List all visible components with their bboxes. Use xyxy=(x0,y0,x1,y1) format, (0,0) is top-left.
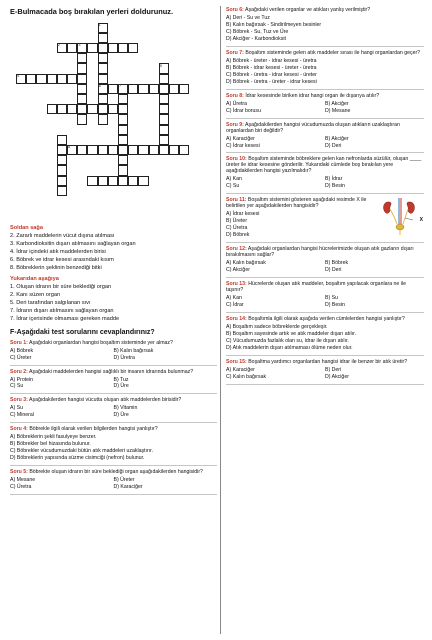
crossword-cell[interactable] xyxy=(98,104,108,114)
crossword-cell[interactable] xyxy=(118,43,128,53)
answer-option[interactable]: B) Böbrek xyxy=(325,260,349,267)
answer-option[interactable]: A) Kan xyxy=(226,176,242,183)
answer-option[interactable]: D) Deri xyxy=(325,142,342,149)
answer-option[interactable]: D) Üre xyxy=(113,412,129,419)
crossword-cell[interactable] xyxy=(159,114,169,124)
crossword-cell[interactable] xyxy=(67,104,77,114)
crossword-number: 2 xyxy=(57,42,61,48)
crossword-cell[interactable] xyxy=(57,155,67,165)
question-text xyxy=(226,157,424,175)
question xyxy=(10,398,217,419)
crossword-cell[interactable] xyxy=(159,125,169,135)
question-separator xyxy=(226,242,424,243)
answer-option[interactable]: C) İdrar borusu xyxy=(226,107,261,114)
question-body: Aşağıdaki maddelerden hangisi sağlıklı bir insanın idrarında bulunmaz? xyxy=(29,368,194,375)
answer-option[interactable]: B) Vitamin xyxy=(113,405,138,412)
down-clue: 5. Deri tarafından salgılanan sıvı xyxy=(10,300,91,307)
crossword-cell[interactable] xyxy=(98,63,108,73)
question xyxy=(10,470,217,491)
answer-option[interactable]: C) Vücudumuzda fazlalık olan su, idrar ile dışarı atılır. xyxy=(226,337,349,344)
crossword-cell[interactable] xyxy=(98,94,108,104)
question-separator xyxy=(226,46,424,47)
answer-option[interactable]: A) Mesane xyxy=(10,477,36,484)
answer-option[interactable]: D) Akciğer xyxy=(325,373,349,380)
crossword-cell[interactable] xyxy=(108,176,118,186)
across-title: Soldan sağa xyxy=(10,224,43,231)
crossword-cell[interactable] xyxy=(159,145,169,155)
answer-option[interactable]: C) İdrar kesesi xyxy=(226,142,260,149)
question xyxy=(226,198,424,239)
crossword-number: 4 xyxy=(17,73,20,79)
answer-option[interactable]: A) Kalın bağırsak xyxy=(226,260,266,267)
answer-options xyxy=(226,325,424,352)
crossword-cell[interactable] xyxy=(57,176,67,186)
crossword-number: 5 xyxy=(159,62,163,68)
answer-option[interactable]: D) Böbreklerin yapısında süzme cisimciği (nefron) bulunur. xyxy=(10,455,145,462)
down-title: Yukarıdan aşağıya xyxy=(10,276,59,283)
question-body: Boşaltım sisteminde gelen atık maddeler sırası ile hangi organlardan geçer? xyxy=(245,49,421,56)
urinary-system-figure xyxy=(380,196,420,236)
crossword-cell[interactable] xyxy=(77,74,87,84)
question-label: Soru 5: xyxy=(10,469,28,476)
crossword-cell[interactable] xyxy=(57,145,67,155)
answer-option[interactable]: A) Deri - Su ve Tuz xyxy=(226,14,270,21)
question-body: Hücrelerde oluşan atık maddeler, boşaltım yapılacak organlara ne ile taşınır? xyxy=(226,281,406,293)
answer-option[interactable]: D) Böbrek - üretra - üreter - idrar kesesi xyxy=(226,78,317,85)
crossword-cell[interactable] xyxy=(159,104,169,114)
crossword-number: 8 xyxy=(68,144,71,150)
question-separator xyxy=(10,393,217,394)
answer-option[interactable]: C) İdrar xyxy=(226,301,244,308)
answer-option[interactable]: B) Böbrek - idrar kesesi - üreter - üretra xyxy=(226,64,317,71)
answer-option[interactable]: A) Karaciğer xyxy=(226,135,255,142)
answer-option[interactable]: D) Üretra xyxy=(113,354,135,361)
crossword-cell[interactable] xyxy=(77,84,87,94)
question-text xyxy=(226,317,424,323)
answer-option[interactable]: B) Kalın bağırsak xyxy=(113,347,154,354)
answer-option[interactable]: A) Protein xyxy=(10,376,34,383)
answer-option[interactable]: B) Akciğer xyxy=(325,100,349,107)
crossword-cell[interactable] xyxy=(118,125,128,135)
answer-option[interactable]: C) Su xyxy=(226,183,240,190)
question-text xyxy=(226,94,424,100)
answer-options xyxy=(10,435,217,462)
answer-option[interactable]: B) Deri xyxy=(325,366,342,373)
question-body: Aşağıdakilerden hangisi vücudumuzda oluşan atıkların uzaklaştıran organlardan biri değildir? xyxy=(226,121,400,134)
question-separator xyxy=(226,118,424,119)
crossword-cell[interactable] xyxy=(128,176,138,186)
question-text xyxy=(10,370,217,376)
answer-option[interactable]: A) Böbrek - üreter - idrar kesesi - üretra xyxy=(226,57,317,64)
question-label: Soru 3: xyxy=(10,397,28,404)
crossword-cell[interactable] xyxy=(77,104,87,114)
question-label: Soru 6: xyxy=(226,7,244,13)
answer-option[interactable]: A) Üretra xyxy=(226,100,248,107)
right-column xyxy=(226,8,424,389)
answer-option[interactable]: B) Üreter xyxy=(113,477,135,484)
across-clue: 8. Böbreklerin şeklinin benzediği bitki xyxy=(10,264,102,271)
question-separator xyxy=(10,365,217,366)
question-text xyxy=(226,8,424,14)
answer-option[interactable]: A) Kan xyxy=(226,294,242,301)
answer-option[interactable]: C) Mineral xyxy=(10,412,34,419)
answer-option[interactable]: D) Karaciğer xyxy=(113,484,143,491)
answer-option[interactable]: A) İdrar kesesi xyxy=(226,211,260,218)
crossword-cell[interactable] xyxy=(118,176,128,186)
crossword-cell[interactable] xyxy=(118,114,128,124)
answer-option[interactable]: C) Üretra xyxy=(226,225,248,232)
answer-option[interactable]: B) Üreter xyxy=(226,218,248,225)
left-column xyxy=(10,8,217,499)
crossword-cell[interactable] xyxy=(118,104,128,114)
down-clue: 2. Kanı süzen organ xyxy=(10,292,61,299)
question xyxy=(10,427,217,462)
crossword-title: E-Bulmacada boş bırakılan yerleri doldurunuz. xyxy=(10,7,174,16)
crossword-cell[interactable] xyxy=(159,74,169,84)
question-text xyxy=(226,123,424,135)
crossword-cell[interactable] xyxy=(118,165,128,175)
answer-option[interactable]: B) Su xyxy=(325,294,338,301)
crossword-cell[interactable] xyxy=(98,74,108,84)
question-label: Soru 8: xyxy=(226,92,244,99)
answer-option[interactable]: C) Böbrek - üretra - idrar kesesi - üreter xyxy=(226,71,317,78)
figure-marker: X xyxy=(419,217,423,224)
crossword-cell[interactable] xyxy=(128,84,138,94)
question xyxy=(226,247,424,274)
crossword-cell[interactable] xyxy=(47,74,57,84)
question-label: Soru 9: xyxy=(226,121,244,128)
question-body: İdrar kesesinde biriken idrar hangi organ ile dışarıya atılır? xyxy=(245,92,380,99)
question-text xyxy=(10,341,217,347)
question-text xyxy=(10,427,217,433)
answer-option[interactable]: B) Böbrekler bel hizasında bulunur. xyxy=(10,441,91,448)
question xyxy=(226,360,424,381)
answer-options xyxy=(226,59,424,86)
crossword-cell[interactable] xyxy=(138,176,148,186)
answer-options xyxy=(226,137,424,150)
crossword-cell[interactable] xyxy=(118,94,128,104)
crossword-cell[interactable] xyxy=(77,114,87,124)
answer-option[interactable]: C) Üretra xyxy=(10,484,32,491)
right-questions xyxy=(226,8,424,385)
question-label: Soru 15: xyxy=(226,358,247,365)
question xyxy=(226,51,424,86)
question-label: Soru 4: xyxy=(10,426,28,433)
crossword-cell[interactable] xyxy=(108,145,118,155)
crossword-cell[interactable] xyxy=(26,74,36,84)
across-clue: 6. Böbrek ve idrar kesesi arasındaki kısım xyxy=(10,256,114,263)
crossword-number: 1 xyxy=(98,22,101,28)
answer-options xyxy=(226,296,424,309)
answer-option[interactable]: A) Karaciğer xyxy=(226,366,255,373)
down-clue: 7. İdrarın dışarı atılmasını sağlayan organ xyxy=(10,308,114,315)
answer-option[interactable]: C) Üreter xyxy=(10,354,32,361)
answer-option[interactable]: D) Deri xyxy=(325,267,342,274)
answer-option[interactable]: B) İdrar xyxy=(325,176,343,183)
crossword-cell[interactable] xyxy=(87,176,97,186)
crossword-grid xyxy=(10,21,217,219)
crossword-cell[interactable] xyxy=(128,145,138,155)
answer-option[interactable]: D) Atık maddelerin dışarı atılmaması ölüme neden olur. xyxy=(226,344,353,351)
crossword-cell[interactable] xyxy=(77,53,87,63)
question-separator xyxy=(10,422,217,423)
crossword-cell[interactable] xyxy=(138,145,148,155)
answer-option[interactable]: C) Kalın bağırsak xyxy=(226,373,267,380)
answer-option[interactable]: D) Böbrek xyxy=(226,232,250,239)
crossword-cell[interactable] xyxy=(57,165,67,175)
crossword-cell[interactable] xyxy=(98,145,108,155)
question-text xyxy=(226,198,376,210)
crossword-cell[interactable] xyxy=(149,145,159,155)
question-label: Soru 11: xyxy=(226,197,247,204)
answer-options xyxy=(10,378,217,391)
question xyxy=(226,123,424,150)
crossword-cell[interactable] xyxy=(118,155,128,165)
crossword-cell[interactable] xyxy=(169,84,179,94)
question-label: Soru 2: xyxy=(10,368,28,375)
crossword-cell[interactable] xyxy=(169,145,179,155)
crossword-cell[interactable] xyxy=(159,84,169,94)
answer-option[interactable]: D) Akciğer - Karbondioksit xyxy=(226,35,286,42)
question-text xyxy=(10,470,217,476)
question-separator xyxy=(226,152,424,153)
crossword-cell[interactable] xyxy=(87,145,97,155)
question-label: Soru 13: xyxy=(226,281,247,287)
answer-options xyxy=(226,16,424,43)
answer-option[interactable]: C) Böbrek - Su, Tuz ve Üre xyxy=(226,28,289,35)
crossword-cell[interactable] xyxy=(77,94,87,104)
question-body: Böbrekle ilgili olarak verilen bilgilerden hangisi yanlıştır? xyxy=(29,426,158,433)
question-text xyxy=(226,282,424,294)
question xyxy=(226,8,424,43)
answer-option[interactable]: A) Böbreklerin şekli fasulyeye benzer. xyxy=(10,434,97,441)
question-body: Boşaltım sisteminde böbreklere gelen kan nefronlarda süzülür, oluşan ____ üreter ile idrar kesesine gönderilir. Yukarıdaki cümlede boş bırakılan yere aşağıdakilerden hangisi yazılmalıdır? xyxy=(226,156,422,175)
answer-option[interactable]: B) Akciğer xyxy=(325,135,349,142)
question-separator xyxy=(226,193,424,194)
crossword-cell[interactable] xyxy=(128,43,138,53)
question-label: Soru 12: xyxy=(226,246,247,253)
question-separator xyxy=(226,277,424,278)
crossword-cell[interactable] xyxy=(179,84,189,94)
crossword-cell[interactable] xyxy=(118,135,128,145)
answer-options xyxy=(10,406,217,419)
column-divider xyxy=(220,6,221,634)
answer-options xyxy=(226,177,424,190)
question xyxy=(226,94,424,115)
question-body: Böbrekte oluşan idrarın bir süre beklediği organ aşağıdakilerden hangisidir? xyxy=(29,469,203,476)
question-separator xyxy=(10,465,217,466)
crossword-cell[interactable] xyxy=(159,135,169,145)
answer-option[interactable]: D) Mesane xyxy=(325,107,351,114)
answer-option[interactable]: D) Üre xyxy=(113,383,129,390)
crossword-cell[interactable] xyxy=(98,33,108,43)
crossword-cell[interactable] xyxy=(98,176,108,186)
answer-option[interactable]: C) Su xyxy=(10,383,24,390)
answer-option[interactable]: A) Boşaltım sadece böbreklerde gerçekleşir. xyxy=(226,323,328,330)
crossword-cell[interactable] xyxy=(108,43,118,53)
answer-option[interactable]: A) Böbrek xyxy=(10,347,34,354)
left-questions xyxy=(10,341,217,495)
crossword-cell[interactable] xyxy=(159,94,169,104)
question xyxy=(10,370,217,391)
question xyxy=(10,341,217,362)
question-label: Soru 7: xyxy=(226,49,244,56)
answer-options xyxy=(10,349,217,362)
crossword-cell[interactable] xyxy=(87,104,97,114)
question-body: Aşağıdaki organlardan hangisi boşaltım sisteminde yer almaz? xyxy=(29,339,173,346)
crossword-cell[interactable] xyxy=(57,186,67,196)
answer-option[interactable]: A) Su xyxy=(10,405,23,412)
crossword-cell[interactable] xyxy=(77,63,87,73)
down-clue: 7. İdrar içerisinde olmaması gereken madde xyxy=(10,316,120,323)
crossword-cell[interactable] xyxy=(36,74,46,84)
answer-option[interactable]: B) Boşaltım sayesinde artık ve atık maddeler dışarı atılır. xyxy=(226,330,357,337)
answer-options xyxy=(226,368,424,381)
across-clue: 2. Zararlı maddelerin vücut dışına atılması xyxy=(10,232,115,239)
answer-option[interactable]: B) Tuz xyxy=(113,376,129,383)
answer-options xyxy=(10,478,217,491)
question-body: Boşaltımla ilgili olarak aşağıda verilen cümlelerden hangisi yanlıştır? xyxy=(248,315,405,322)
question xyxy=(226,317,424,352)
answer-option[interactable]: D) Besin xyxy=(325,183,345,190)
answer-option[interactable]: C) Böbrekler vücudumuzdaki bütün atık maddeleri uzaklaştırır. xyxy=(10,448,154,455)
question-body: Aşağıdaki verilen organlar ve atıkları yanlış verilmiştir? xyxy=(245,7,371,13)
question-label: Soru 10: xyxy=(226,156,247,163)
crossword-cell[interactable] xyxy=(179,145,189,155)
question-text xyxy=(226,360,424,366)
test-title: F-Aşağıdaki test sorularını cevaplandırınız? xyxy=(10,328,155,336)
crossword-cell[interactable] xyxy=(118,145,128,155)
answer-option[interactable]: D) Besin xyxy=(325,301,345,308)
crossword-cell[interactable] xyxy=(77,145,87,155)
question-separator xyxy=(10,494,217,495)
crossword-cell[interactable] xyxy=(98,53,108,63)
crossword-number: 7 xyxy=(119,83,122,89)
question-body: Aşağıdaki organlardan hangisi hücrelerimizde oluşan atık gazların dışarı bırakılmasını sağlar? xyxy=(226,246,414,259)
crossword-number: 6 xyxy=(98,83,101,89)
crossword-cell[interactable] xyxy=(57,135,67,145)
down-clue: 1. Oluşan idrarın bir süre beklediği organ xyxy=(10,284,112,291)
question-label: Soru 1: xyxy=(10,339,28,346)
question-body: Aşağıdakilerden hangisi vücutta oluşan atık maddelerden birisidir? xyxy=(29,397,182,404)
crossword-cell[interactable] xyxy=(108,84,118,94)
answer-option[interactable]: B) Kalın bağırsak - Sindirilmeyen besinler xyxy=(226,21,322,28)
question-separator xyxy=(226,89,424,90)
question-text xyxy=(226,247,424,259)
question-separator xyxy=(226,384,424,385)
across-clue: 4. İdrar içindeki atık maddelerden birisi xyxy=(10,248,106,255)
crossword-cell[interactable] xyxy=(138,84,148,94)
question-text xyxy=(226,51,424,57)
answer-options xyxy=(226,102,424,115)
question-text xyxy=(10,398,217,404)
across-clue: 3. Karbondioksitin dışarı atılmasını sağlayan organ xyxy=(10,240,136,247)
crossword-cell[interactable] xyxy=(87,43,97,53)
question-body: Boşaltma yardımcı organlardan hangisi idrar ile benzer bir atık üretir? xyxy=(248,358,408,365)
crossword-cell[interactable] xyxy=(98,114,108,124)
crossword-cell[interactable] xyxy=(57,104,67,114)
crossword-cell[interactable] xyxy=(149,84,159,94)
question-separator xyxy=(226,355,424,356)
crossword-cell[interactable] xyxy=(57,74,67,84)
question-label: Soru 14: xyxy=(226,315,247,322)
crossword-cell[interactable] xyxy=(67,43,77,53)
question xyxy=(226,157,424,190)
crossword-cell[interactable] xyxy=(108,104,118,114)
answer-option[interactable]: C) Akciğer xyxy=(226,267,250,274)
answer-options xyxy=(226,261,424,274)
question-body: Boşaltım sistemini gösteren aşağıdaki resimde X ile belirtilen yer aşağıdakilerden hangisidir? xyxy=(226,197,367,210)
question-separator xyxy=(226,312,424,313)
crossword-cell[interactable] xyxy=(47,104,57,114)
question xyxy=(226,282,424,309)
crossword-cell[interactable] xyxy=(98,43,108,53)
crossword-number: 3 xyxy=(78,42,81,48)
crossword-cell[interactable] xyxy=(67,74,77,84)
